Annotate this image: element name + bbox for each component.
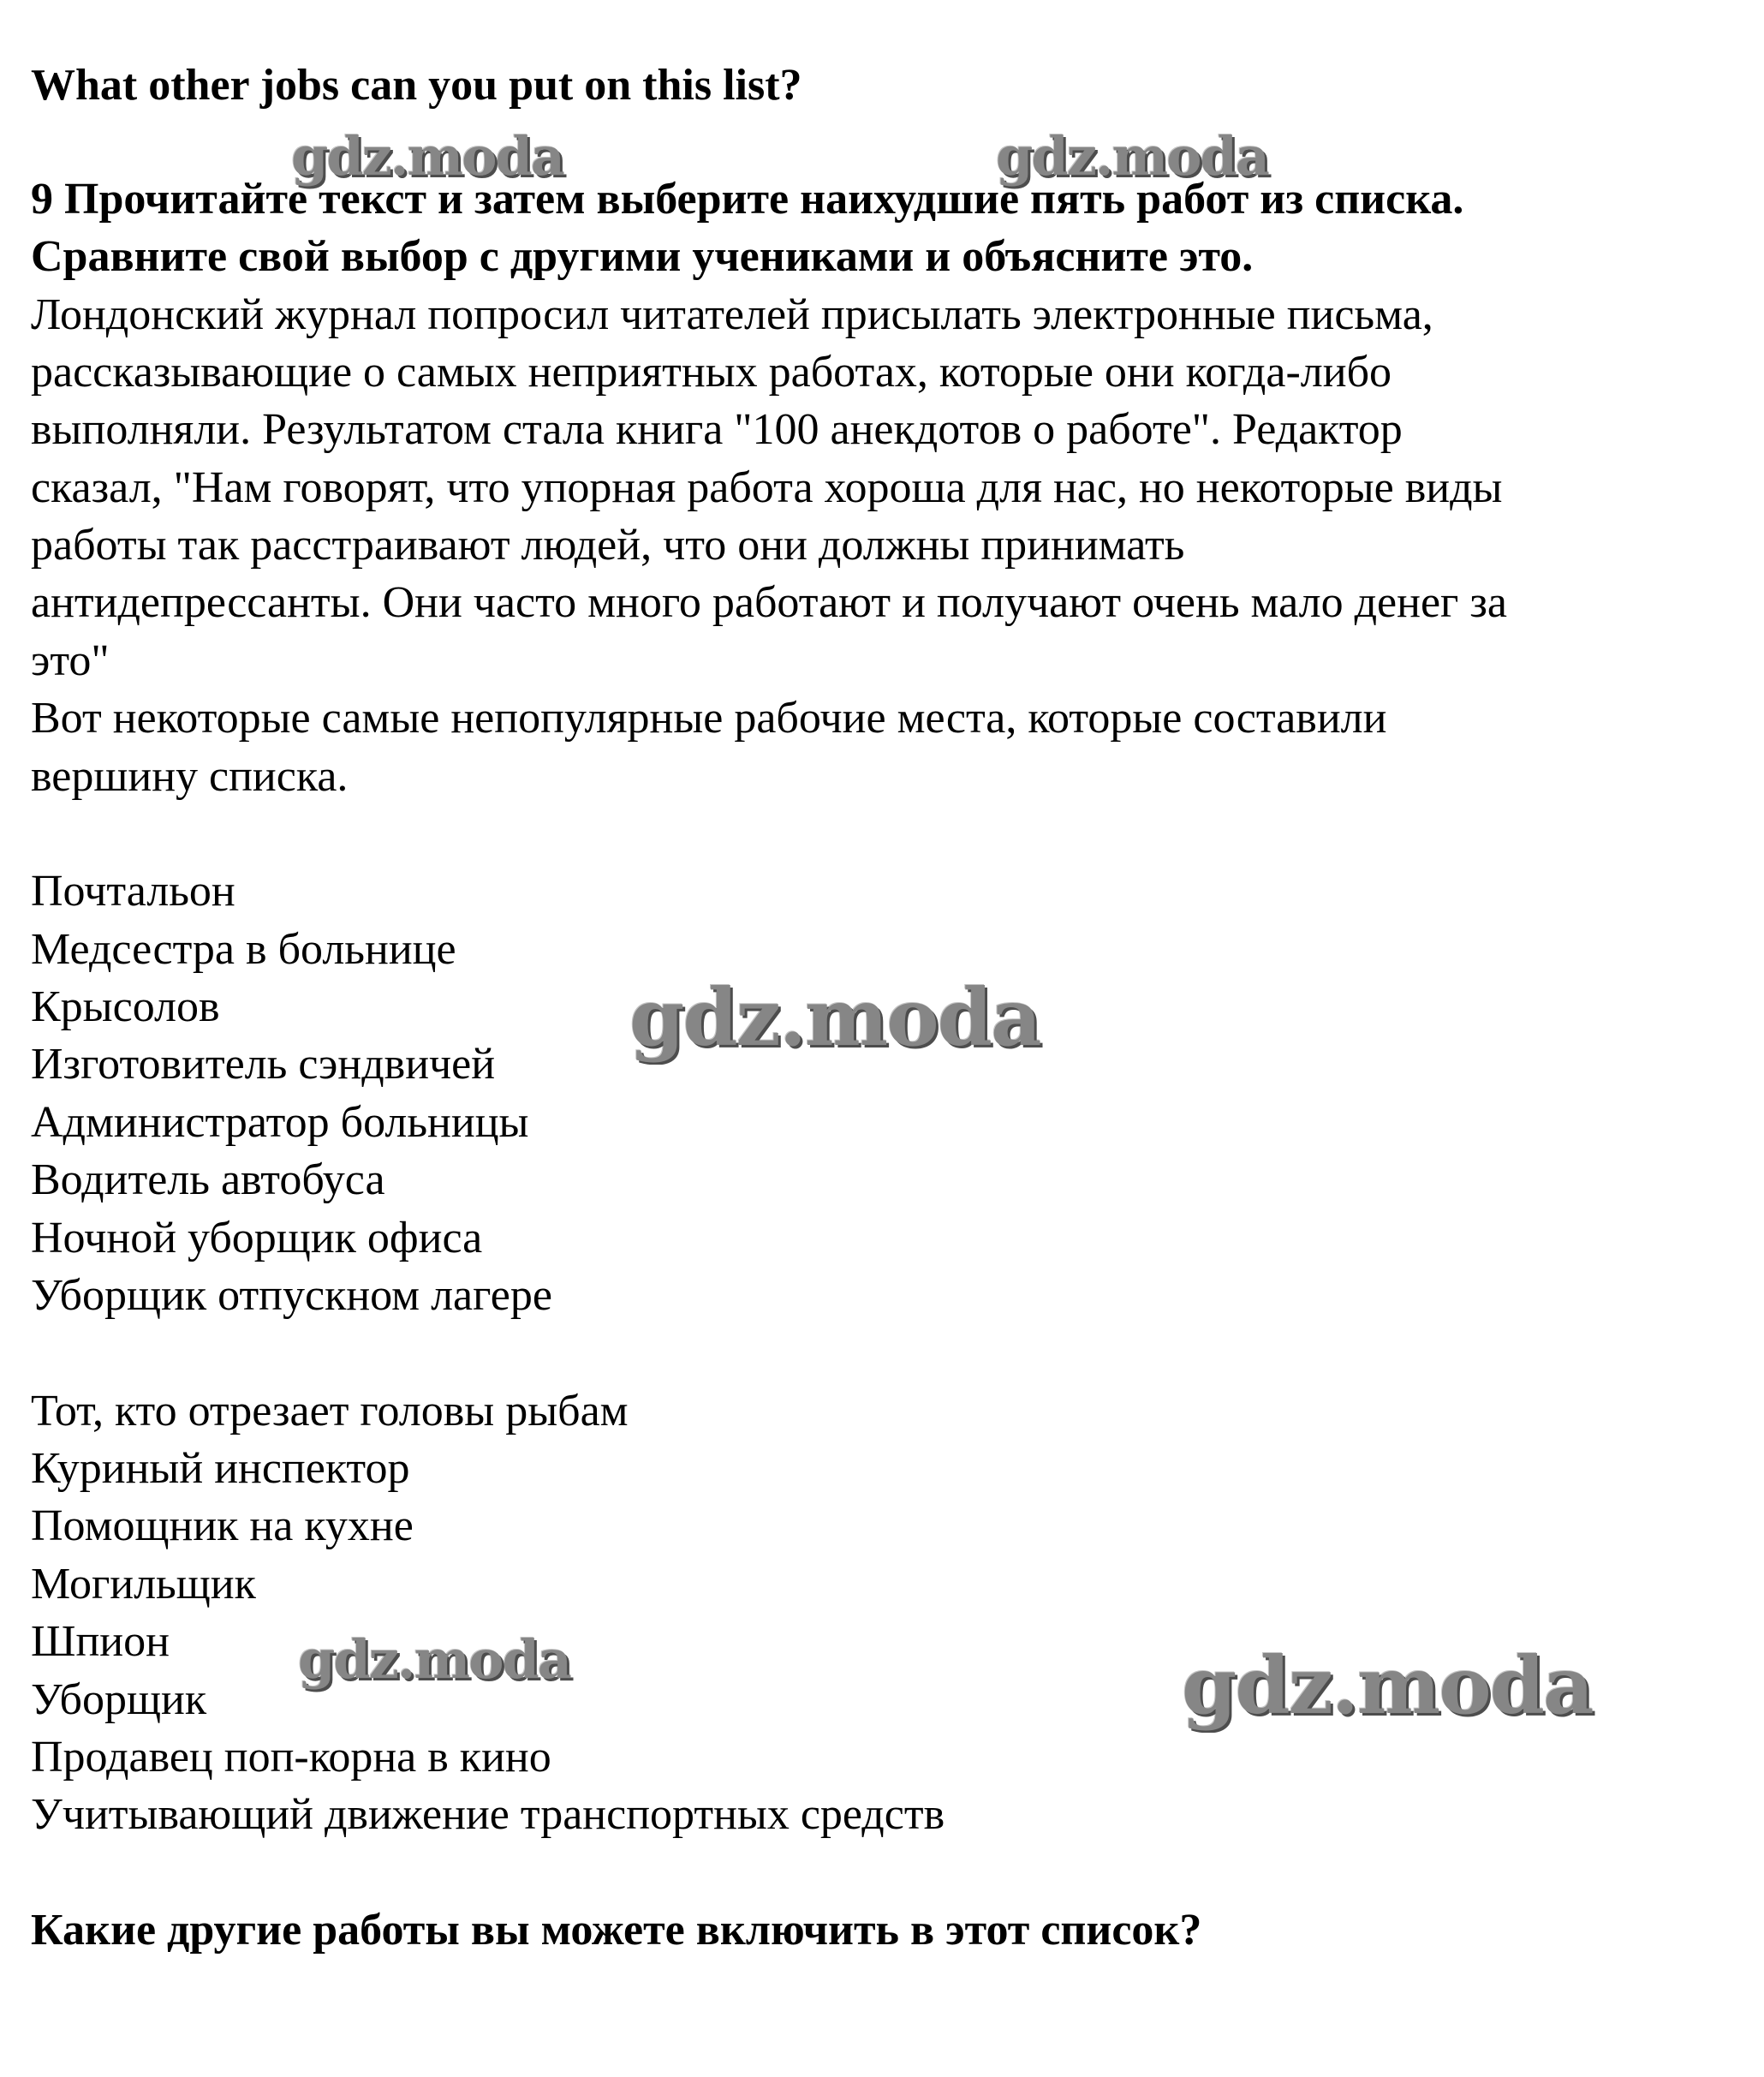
paragraph-line: сказал, "Нам говорят, что упорная работа хороша для нас, но некоторые виды (31, 463, 1503, 512)
watermark: gdz.moda (1182, 1639, 1593, 1732)
list-item: Изготовитель сэндвичей (31, 1040, 496, 1089)
list-item: Помощник на кухне (31, 1501, 414, 1550)
paragraph-line: Лондонский журнал попросил читателей присылать электронные письма, (31, 290, 1433, 339)
list-item: Шпион (31, 1617, 170, 1666)
list-item: Почтальон (31, 867, 235, 916)
list-item: Учитывающий движение транспортных средств (31, 1790, 945, 1839)
list-item: Администратор больницы (31, 1098, 529, 1147)
list-item: Крысолов (31, 982, 220, 1031)
list-item: Куриный инспектор (31, 1444, 410, 1493)
list-item: Уборщик (31, 1675, 207, 1724)
paragraph-line: антидепрессанты. Они часто много работают и получают очень мало денег за (31, 578, 1507, 627)
list-item: Медсестра в больнице (31, 925, 456, 974)
list-item: Продавец поп-корна в кино (31, 1733, 551, 1782)
heading-english: What other jobs can you put on this list? (31, 61, 802, 110)
list-item: Водитель автобуса (31, 1155, 385, 1204)
list-item: Уборщик отпускном лагере (31, 1271, 552, 1320)
watermark: gdz.moda (996, 125, 1268, 188)
closing-question: Какие другие работы вы можете включить в этот список? (31, 1906, 1202, 1955)
watermark: gdz.moda (298, 1628, 570, 1691)
paragraph-line: работы так расстраивают людей, что они должны принимать (31, 521, 1185, 570)
task-heading-line-1: 9 Прочитайте текст и затем выберите наихудшие пять работ из списка. (31, 175, 1464, 224)
watermark: gdz.moda (629, 971, 1040, 1064)
list-item: Ночной уборщик офиса (31, 1214, 483, 1262)
list-item: Могильщик (31, 1560, 256, 1608)
paragraph-line: рассказывающие о самых неприятных работах, которые они когда-либо (31, 348, 1392, 397)
paragraph-line: вершину списка. (31, 752, 349, 801)
paragraph-line: это" (31, 636, 110, 685)
list-item: Тот, кто отрезает головы рыбам (31, 1387, 629, 1435)
paragraph-line: выполняли. Результатом стала книга "100 анекдотов о работе". Редактор (31, 405, 1403, 454)
watermark: gdz.moda (291, 125, 563, 188)
task-heading-line-2: Сравните свой выбор с другими учениками и объясните это. (31, 232, 1254, 281)
paragraph-line: Вот некоторые самые непопулярные рабочие места, которые составили (31, 694, 1387, 743)
